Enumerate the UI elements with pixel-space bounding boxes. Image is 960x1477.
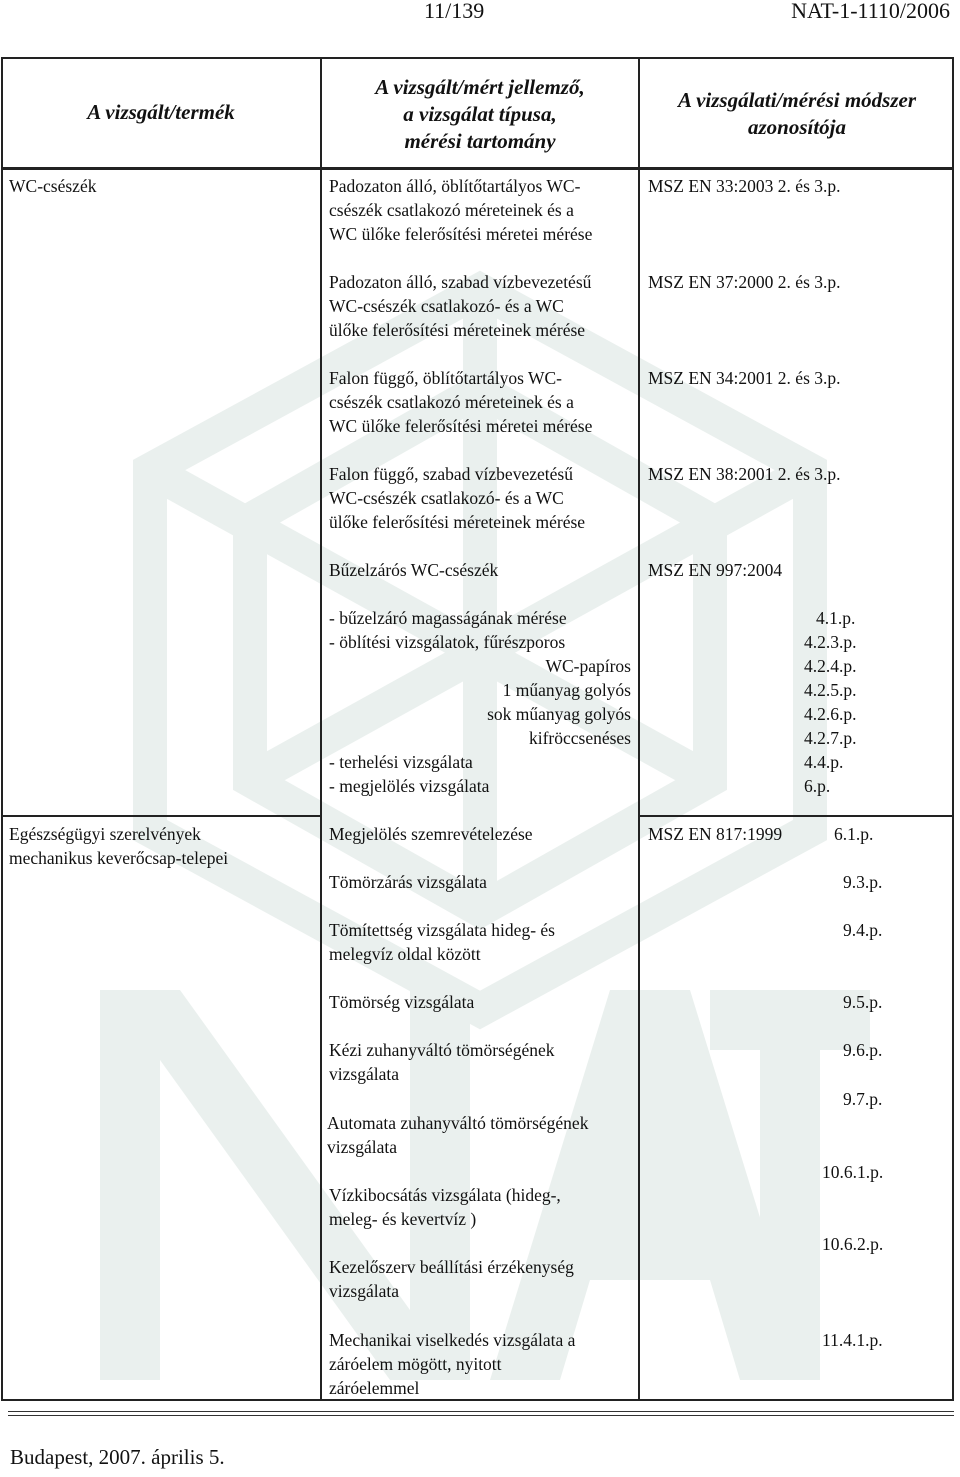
document-id: NAT-1-1110/2006 [791,0,950,23]
clause: 9.3.p. [843,872,883,892]
test-item-line: Kézi zuhanyváltó tömörségének [329,1040,555,1060]
test-subitem: - öblítési vizsgálatok, fűrészporos [329,632,566,652]
test-subitem: - bűzelzáró magasságának mérése [329,608,567,628]
method-4: MSZ EN 38:2001 2. és 3.p. [648,464,841,484]
clause: 4.4.p. [804,752,844,772]
method-5-clauses [804,606,857,798]
test-item-1 [329,174,592,246]
test-subitem: - megjelölés vizsgálata [329,776,490,796]
clause: 9.6.p. [843,1040,883,1060]
test-item-line: záróelemmel [329,1378,420,1398]
header-method [640,87,954,141]
test-item-line: Mechanikai viselkedés vizsgálata a [329,1330,576,1350]
page-number: 11/139 [424,0,485,23]
method-3: MSZ EN 34:2001 2. és 3.p. [648,368,841,388]
clause: 4.2.7.p. [804,728,857,748]
test-item-8: Tömörzárás vizsgálata [329,872,487,892]
test-item-line: csészék csatlakozó méreteinek és a [329,392,574,412]
header-characteristic-line2: a vizsgálat típusa, [403,102,557,126]
footer-rule [8,1411,954,1413]
product-mixing-taps-line1: Egészségügyi szerelvények [9,824,201,844]
test-item-line: Vízkibocsátás vizsgálata (hideg-, [329,1185,561,1205]
clause: 9.4.p. [843,920,883,940]
header-characteristic-line1: A vizsgált/mért jellemző, [375,75,585,99]
footer-rule [8,1415,954,1417]
clause: 4.2.3.p. [804,632,857,652]
test-item-14 [329,1255,574,1303]
header-method-line2: azonosítója [747,115,847,139]
test-item-line: ülőke felerősítési méreteinek mérése [329,512,586,532]
test-item-12 [327,1111,588,1159]
column-divider [638,57,640,1401]
clause: 9.5.p. [843,992,883,1012]
test-item-line: meleg- és kevertvíz ) [329,1209,477,1229]
clause: 9.7.p. [843,1089,883,1109]
test-subitem: WC-papíros [545,656,631,676]
test-subitem: sok műanyag golyós [487,704,631,724]
clause: 10.6.1.p. [822,1162,884,1182]
place-and-date: Budapest, 2007. április 5. [10,1445,225,1469]
column-divider [320,57,322,1401]
test-item-10: Tömörség vizsgálata [329,992,475,1012]
test-item-line: Padozaton álló, öblítőtartályos WC- [329,176,581,196]
test-subitem: 1 műanyag golyós [502,680,631,700]
method-1: MSZ EN 33:2003 2. és 3.p. [648,176,841,196]
header-method-line1: A vizsgálati/mérési módszer [677,88,916,112]
test-item-line: Padozaton álló, szabad vízbevezetésű [329,272,592,292]
row-divider-col3 [640,815,954,817]
test-item-line: Automata zuhanyváltó tömörségének [327,1113,589,1133]
test-item-13 [329,1183,561,1231]
test-item-line: WC ülőke felerősítési méretei mérése [329,224,593,244]
method-6: MSZ EN 817:1999 [648,824,783,844]
test-item-line: ülőke felerősítési méreteinek mérése [329,320,586,340]
header-characteristic [322,74,638,155]
test-item-line: záróelem mögött, nyitott [329,1354,502,1374]
test-item-9 [329,918,555,966]
test-item-4 [329,462,585,534]
header-product: A vizsgált/termék [87,100,235,124]
clause: 6.p. [804,776,831,796]
test-item-line: Falon függő, szabad vízbevezetésű [329,464,573,484]
test-item-line: Kezelőszerv beállítási érzékenység [329,1257,574,1277]
method-5: MSZ EN 997:2004 [648,560,783,580]
clause: 11.4.1.p. [822,1330,883,1350]
clause: 4.2.5.p. [804,680,857,700]
test-item-line: vizsgálata [329,1064,399,1084]
test-item-7: Megjelölés szemrevételezése [329,824,533,844]
test-item-line: WC-csészék csatlakozó- és a WC [329,296,564,316]
header-characteristic-line3: mérési tartomány [404,129,556,153]
test-item-6-sublist [329,606,631,798]
test-item-line: WC-csészék csatlakozó- és a WC [329,488,564,508]
test-item-line: csészék csatlakozó méreteinek és a [329,200,574,220]
clause: 6.1.p. [834,824,874,844]
clause: 4.1.p. [816,608,856,628]
test-item-3 [329,366,592,438]
test-item-line: melegvíz oldal között [329,944,481,964]
method-2: MSZ EN 37:2000 2. és 3.p. [648,272,841,292]
product-mixing-taps [9,822,228,870]
clause: 4.2.4.p. [804,656,857,676]
test-item-line: WC ülőke felerősítési méretei mérése [329,416,593,436]
test-item-11 [329,1038,554,1086]
row-divider-col1 [1,815,320,817]
test-item-15 [329,1328,575,1400]
test-item-line: vizsgálata [329,1281,399,1301]
clause: 10.6.2.p. [822,1234,884,1254]
test-item-line: vizsgálata [327,1137,397,1157]
test-item-line: Tömítettség vizsgálata hideg- és [329,920,555,940]
header-divider-double [1,169,954,170]
test-item-2 [329,270,591,342]
clause: 4.2.6.p. [804,704,857,724]
test-subitem: kifröccsenéses [528,728,631,748]
product-wc-bowls: WC-csészék [9,176,97,196]
test-item-line: Falon függő, öblítőtartályos WC- [329,368,562,388]
test-item-5: Bűzelzárós WC-csészék [329,560,499,580]
test-subitem: - terhelési vizsgálata [329,752,473,772]
product-mixing-taps-line2: mechanikus keverőcsap-telepei [9,848,229,868]
